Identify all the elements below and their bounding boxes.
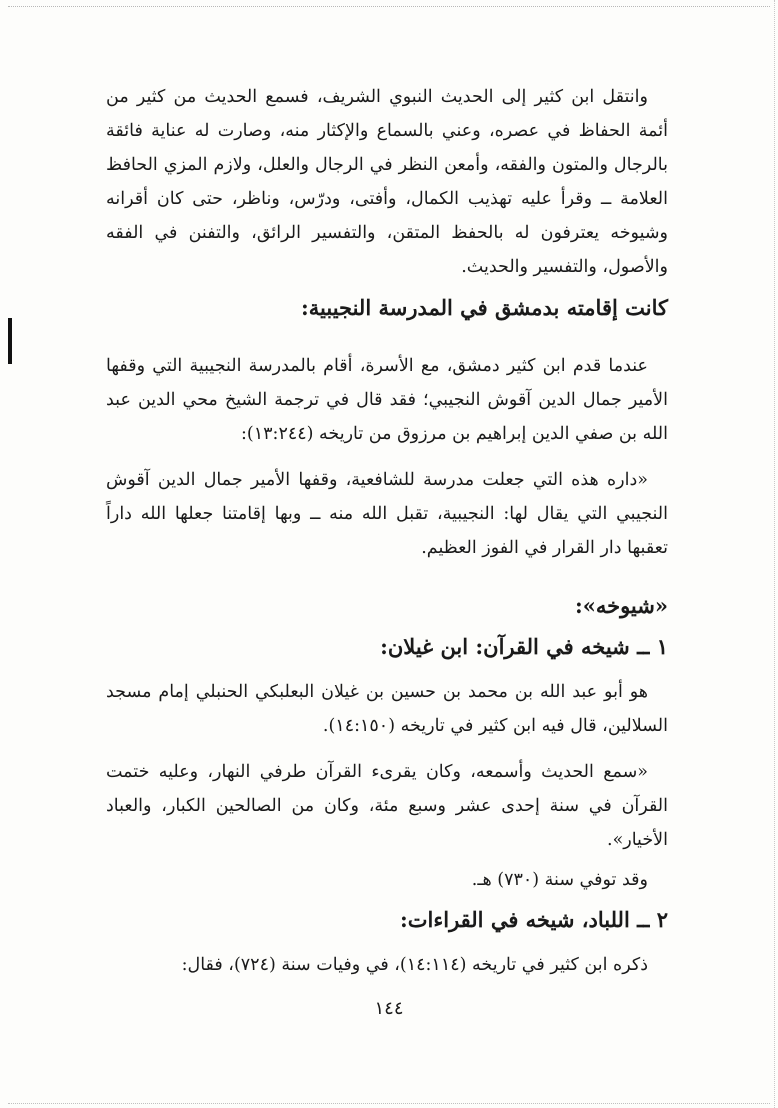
scan-edge-bottom bbox=[8, 1103, 770, 1104]
paragraph-ibn-ghilan bbox=[106, 675, 668, 743]
section-heading: «شيوخه»: bbox=[574, 593, 668, 618]
heading-teachers bbox=[106, 589, 668, 623]
quote-text: «داره هذه التي جعلت مدرسة للشافعية، وقفها الأمير جمال الدين آقوش النجيبي التي يقال لها: النجيبية، تقبل الله منه ــ وبها إقامتنا جعلها الله داراً تعقبها دار القرار في الفوز العظيم. bbox=[106, 470, 668, 558]
paragraph-najibiya bbox=[106, 349, 668, 451]
paragraph-text: عندما قدم ابن كثير دمشق، مع الأسرة، أقام بالمدرسة النجيبية التي وقفها الأمير جمال الدين آقوش النجيبي؛ فقد قال في ترجمة الشيخ محي الدين عبد الله بن صفي الدين إبراهيم بن مرزوق من تاريخه (١٣:٢٤٤): bbox=[106, 356, 668, 444]
heading-qiraat-teacher bbox=[106, 903, 668, 937]
paragraph-study-hadith bbox=[106, 80, 668, 284]
paragraph-al-labbad bbox=[106, 948, 668, 982]
paragraph-text: وقد توفي سنة (٧٣٠) هـ. bbox=[471, 870, 648, 890]
paragraph-text: وانتقل ابن كثير إلى الحديث النبوي الشريف، فسمع الحديث من كثير من أئمة الحفاظ في عصره، وعني بالسماع والإكثار منه، وصارت له عناية فائقة بالرجال والمتون والفقه، وأمعن النظر في الرجال والعلل، ولازم المزي الحافظ العلامة ــ وقرأ عليه تهذيب الكمال، وأفتى، ودرّس، وناظر، حتى كان أقرانه وشيوخه يعترفون له بالحفظ المتقن، والتفسير الرائق، والتفنن في الفقه والأصول، والتفسير والحديث. bbox=[106, 87, 668, 277]
paragraph-quote-ibn-ghilan bbox=[106, 755, 668, 857]
scan-edge-top bbox=[8, 6, 770, 7]
scan-edge-right bbox=[774, 0, 775, 1108]
paragraph-text: هو أبو عبد الله بن محمد بن حسين بن غيلان البعلبكي الحنبلي إمام مسجد السلالين، قال فيه ابن كثير في تاريخه (١٤:١٥٠). bbox=[106, 682, 668, 736]
paragraph-quote-house bbox=[106, 463, 668, 565]
page-number: ١٤٤ bbox=[374, 998, 404, 1019]
heading-residence bbox=[106, 291, 668, 325]
section-heading: ١ ــ شيخه في القرآن: ابن غيلان: bbox=[380, 634, 668, 659]
section-heading: ٢ ــ اللباد، شيخه في القراءات: bbox=[400, 907, 668, 932]
paragraph-death-year bbox=[106, 863, 668, 897]
heading-quran-teacher bbox=[106, 630, 668, 664]
paragraph-text: ذكره ابن كثير في تاريخه (١٤:١١٤)، في وفيات سنة (٧٢٤)، فقال: bbox=[181, 955, 648, 975]
margin-mark bbox=[8, 318, 12, 364]
section-heading: كانت إقامته بدمشق في المدرسة النجيبية: bbox=[301, 295, 668, 320]
quote-text: «سمع الحديث وأسمعه، وكان يقرىء القرآن طرفي النهار، وعليه ختمت القرآن في سنة إحدى عشر وسبع مئة، وكان من الصالحين الكبار، والعباد الأخيار». bbox=[106, 762, 668, 850]
